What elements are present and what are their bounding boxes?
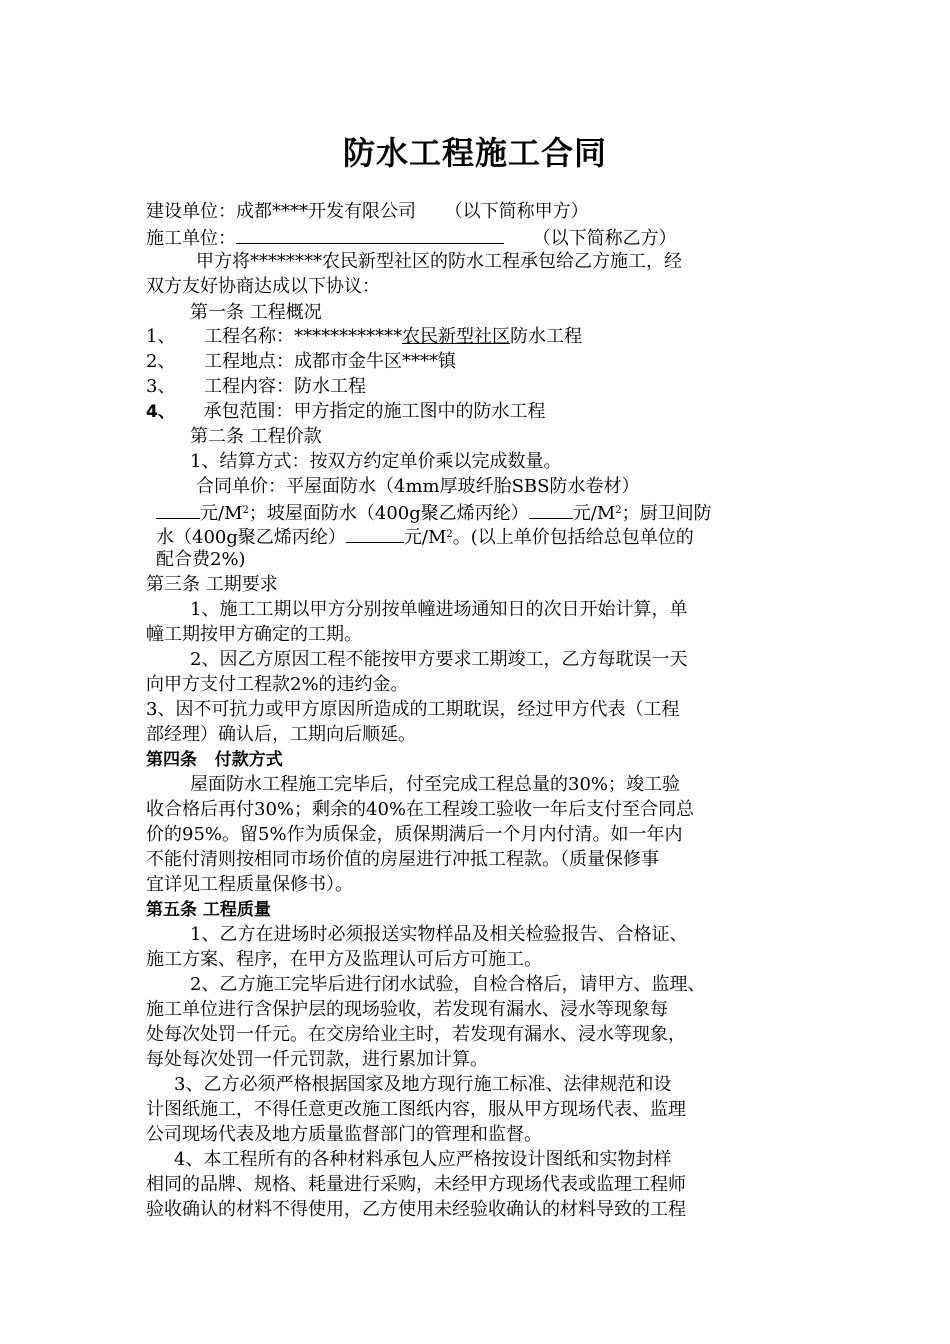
intro-line-1: 甲方将********农民新型社区的防水工程承包给乙方施工，经 (196, 251, 682, 272)
contractor-label: 施工单位： (146, 228, 236, 249)
price-line-2 (156, 500, 712, 524)
item-text: 承包范围：甲方指定的施工图中的防水工程 (203, 401, 546, 422)
art5-line: 每处每次处罚一仟元罚款，进行累加计算。 (146, 1049, 488, 1070)
price-blank-1 (156, 500, 200, 519)
art5-line: 1、乙方在进场时必须报送实物样品及相关检验报告、合格证、 (190, 924, 688, 945)
art3-line: 幢工期按甲方确定的工期。 (146, 624, 362, 645)
item-number: 1、 (146, 326, 176, 347)
contractor-line (146, 225, 677, 249)
intro-line-2: 双方友好协商达成以下协议： (146, 276, 380, 297)
art5-line: 相同的品牌、规格、耗量进行采购，未经甲方现场代表或监理工程师 (146, 1174, 686, 1195)
item-text: 工程地点：成都市金牛区****镇 (204, 351, 457, 372)
item-label: 工程名称： (204, 326, 295, 347)
art4-line: 不能付清则按相同市场价值的房屋进行冲抵工程款。（质量保修事 (146, 849, 659, 870)
project-name-link[interactable]: 农民新型社区 (402, 326, 511, 347)
unit-text: 元/M (403, 527, 447, 548)
builder-label: 建设单位： (146, 201, 236, 222)
article-3-heading: 第三条 工期要求 (146, 574, 278, 595)
art3-line: 3、因不可抗力或甲方原因所造成的工期耽误，经过甲方代表（工程 (146, 699, 680, 720)
price-text: ；厨卫间防 (621, 503, 712, 524)
unit-sup: 2 (615, 505, 622, 516)
art5-line: 3、乙方必须严格根据国家及地方现行施工标准、法律规范和设 (174, 1074, 672, 1095)
price-intro-line: 合同单价：平屋面防水（4mm厚玻纤胎SBS防水卷材） (196, 476, 640, 497)
price-blank-3 (346, 524, 404, 543)
price-blank-2 (529, 500, 573, 519)
price-text: 。(以上单价包括给总包单位的 (452, 527, 694, 548)
art5-line: 公司现场代表及地方质量监督部门的管理和监督。 (146, 1124, 542, 1145)
art5-line: 施工方案、程序，在甲方及监理认可后方可施工。 (146, 949, 542, 970)
item-number: 4、 (146, 402, 175, 422)
price-text: 水（400g聚乙烯丙纶） (156, 527, 346, 548)
builder-line (146, 200, 589, 224)
art4-line: 宜详见工程质量保修书）。 (146, 874, 353, 895)
art5-line: 计图纸施工，不得任意更改施工图纸内容，服从甲方现场代表、监理 (146, 1099, 686, 1120)
art5-line: 4、本工程所有的各种材料承包人应严格按设计图纸和实物封样 (174, 1149, 672, 1170)
unit-text: 元/M (200, 503, 243, 524)
art5-line: 处每次处罚一仟元。在交房给业主时，若发现有漏水、浸水等现象， (146, 1024, 686, 1045)
art3-line: 1、施工工期以甲方分别按单幢进场通知日的次日开始计算，单 (190, 599, 688, 620)
contractor-note: （以下简称乙方） (532, 228, 677, 249)
price-line-3 (156, 524, 694, 548)
unit-sup: 2 (242, 505, 249, 516)
art1-item-1 (146, 325, 582, 349)
builder-name: 成都****开发有限公司 (236, 201, 416, 222)
art5-line: 2、乙方施工完毕后进行闭水试验，自检合格后，请甲方、监理、 (190, 974, 706, 995)
art5-line: 验收确认的材料不得使用，乙方使用未经验收确认的材料导致的工程 (146, 1199, 686, 1220)
art1-item-3 (146, 375, 366, 399)
item-tail: 防水工程 (510, 326, 583, 347)
article-4-heading: 第四条 付款方式 (146, 750, 283, 770)
unit-sup: 2 (446, 529, 453, 540)
art4-line: 屋面防水工程施工完毕后，付至完成工程总量的30%；竣工验 (190, 774, 681, 795)
item-number: 3、 (146, 376, 176, 397)
article-5-heading: 第五条 工程质量 (146, 900, 271, 920)
art1-item-2 (146, 350, 456, 374)
art3-line: 部经理）确认后，工期向后顺延。 (146, 724, 416, 745)
builder-note: （以下简称甲方） (444, 201, 589, 222)
price-line-4: 配合费2%) (156, 549, 246, 570)
item-stars: ************ (294, 326, 403, 347)
contractor-blank (236, 225, 504, 244)
unit-text: 元/M (572, 503, 616, 524)
art5-line: 施工单位进行含保护层的现场验收，若发现有漏水、浸水等现象每 (146, 999, 668, 1020)
price-text: ；坡屋面防水（400g聚乙烯丙纶） (248, 503, 529, 524)
settlement-line: 1、结算方式：按双方约定单价乘以完成数量。 (190, 451, 562, 472)
art4-line: 收合格后再付30%；剩余的40%在工程竣工验收一年后支付至合同总 (146, 799, 695, 820)
item-text: 工程内容：防水工程 (204, 376, 367, 397)
art3-line: 2、因乙方原因工程不能按甲方要求工期竣工，乙方每耽误一天 (190, 649, 688, 670)
article-1-heading: 第一条 工程概况 (190, 302, 322, 323)
article-2-heading: 第二条 工程价款 (190, 426, 322, 447)
art1-item-4 (146, 400, 545, 424)
document-title: 防水工程施工合同 (342, 134, 607, 172)
art4-line: 价的95%。留5%作为质保金，质保期满后一个月内付清。如一年内 (146, 824, 683, 845)
art3-line: 向甲方支付工程款2%的违约金。 (146, 674, 409, 695)
item-number: 2、 (146, 351, 176, 372)
